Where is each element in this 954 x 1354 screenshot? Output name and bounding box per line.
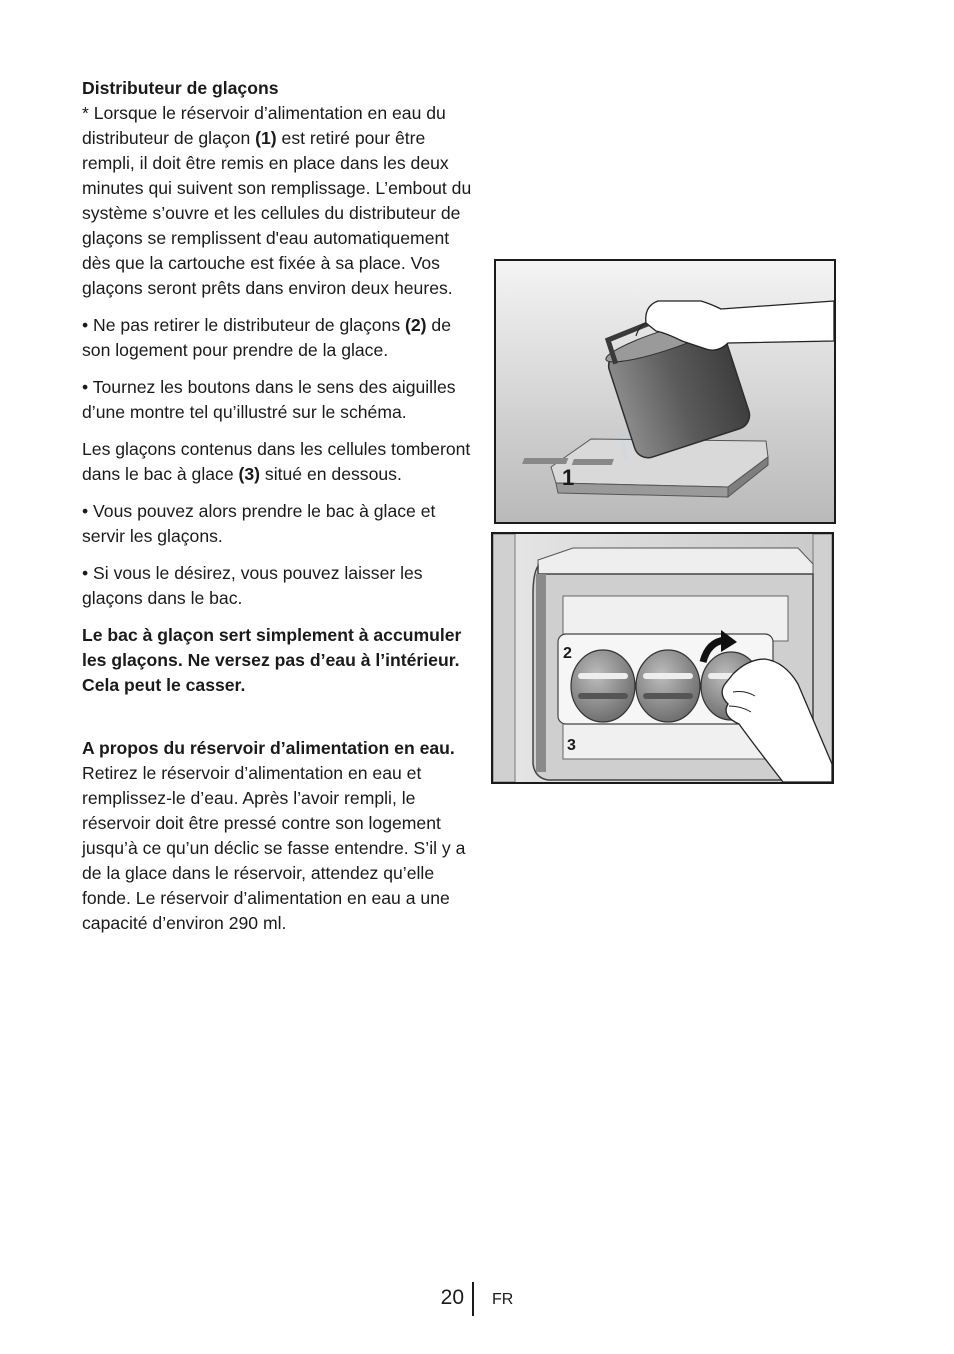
ref-1: (1) bbox=[255, 128, 277, 148]
section-title-ice-dispenser: Distributeur de glaçons bbox=[82, 78, 279, 98]
page-footer bbox=[0, 1282, 954, 1316]
figure-turning-knobs bbox=[491, 532, 834, 784]
paragraph-turn-knobs: • Tournez les boutons dans le sens des aiguilles d’une montre tel qu’illustré sur le schéma. bbox=[82, 377, 456, 422]
paragraph-leave-ice: • Si vous le désirez, vous pouvez laisser les glaçons dans le bac. bbox=[82, 563, 423, 608]
dispenser-knob bbox=[636, 650, 700, 722]
figure-label-2: 2 bbox=[563, 645, 572, 662]
paragraph-water-tank: Retirez le réservoir d’alimentation en eau et remplissez-le d’eau. Après l’avoir rempli, le réservoir doit être pressé contre son logement jusqu’à ce qu’un déclic se fasse entendre. S’il y a de la glace dans le réservoir, attendez qu’elle fonde. Le réservoir d’alimentation en eau a une capacité d’environ 290 ml. bbox=[82, 763, 466, 933]
paragraph-take-tray: • Vous pouvez alors prendre le bac à glace et servir les glaçons. bbox=[82, 501, 436, 546]
illustration-ice-dispenser-knobs bbox=[493, 534, 832, 782]
section-title-water-tank: A propos du réservoir d’alimentation en eau. bbox=[82, 738, 455, 758]
language-code: FR bbox=[492, 1291, 514, 1308]
footer-divider bbox=[472, 1282, 474, 1316]
figure-pouring-water bbox=[494, 259, 836, 524]
page-number: 20 bbox=[440, 1286, 464, 1309]
dispenser-knob bbox=[571, 650, 635, 722]
ref-3: (3) bbox=[238, 464, 261, 484]
text-column bbox=[82, 76, 472, 948]
figure-label-3: 3 bbox=[567, 737, 576, 754]
warning-text: Le bac à glaçon sert simplement à accumuler les glaçons. Ne versez pas d’eau à l’intérieur. Cela peut le casser. bbox=[82, 625, 462, 695]
ref-2: (2) bbox=[405, 315, 427, 335]
paragraph-refill: * Lorsque le réservoir d’alimentation en eau du distributeur de glaçon (1) est retiré pour être rempli, il doit être remis en place dans les deux minutes qui suivent son remplissage. L’embout du système s’ouvre et les cellules du distributeur de glaçons se remplissent d'eau automatiquement dès que la cartouche est fixée à sa place. Vos glaçons seront prêts dans environ deux heures. bbox=[82, 103, 472, 298]
figure-label-1: 1 bbox=[562, 465, 575, 490]
paragraph-ice-falls: Les glaçons contenus dans les cellules tomberont dans le bac à glace (3) situé en dessous. bbox=[82, 439, 471, 484]
illustration-pitcher-filling-tank bbox=[496, 261, 834, 522]
paragraph-do-not-remove: • Ne pas retirer le distributeur de glaçons (2) de son logement pour prendre de la glace. bbox=[82, 315, 451, 360]
